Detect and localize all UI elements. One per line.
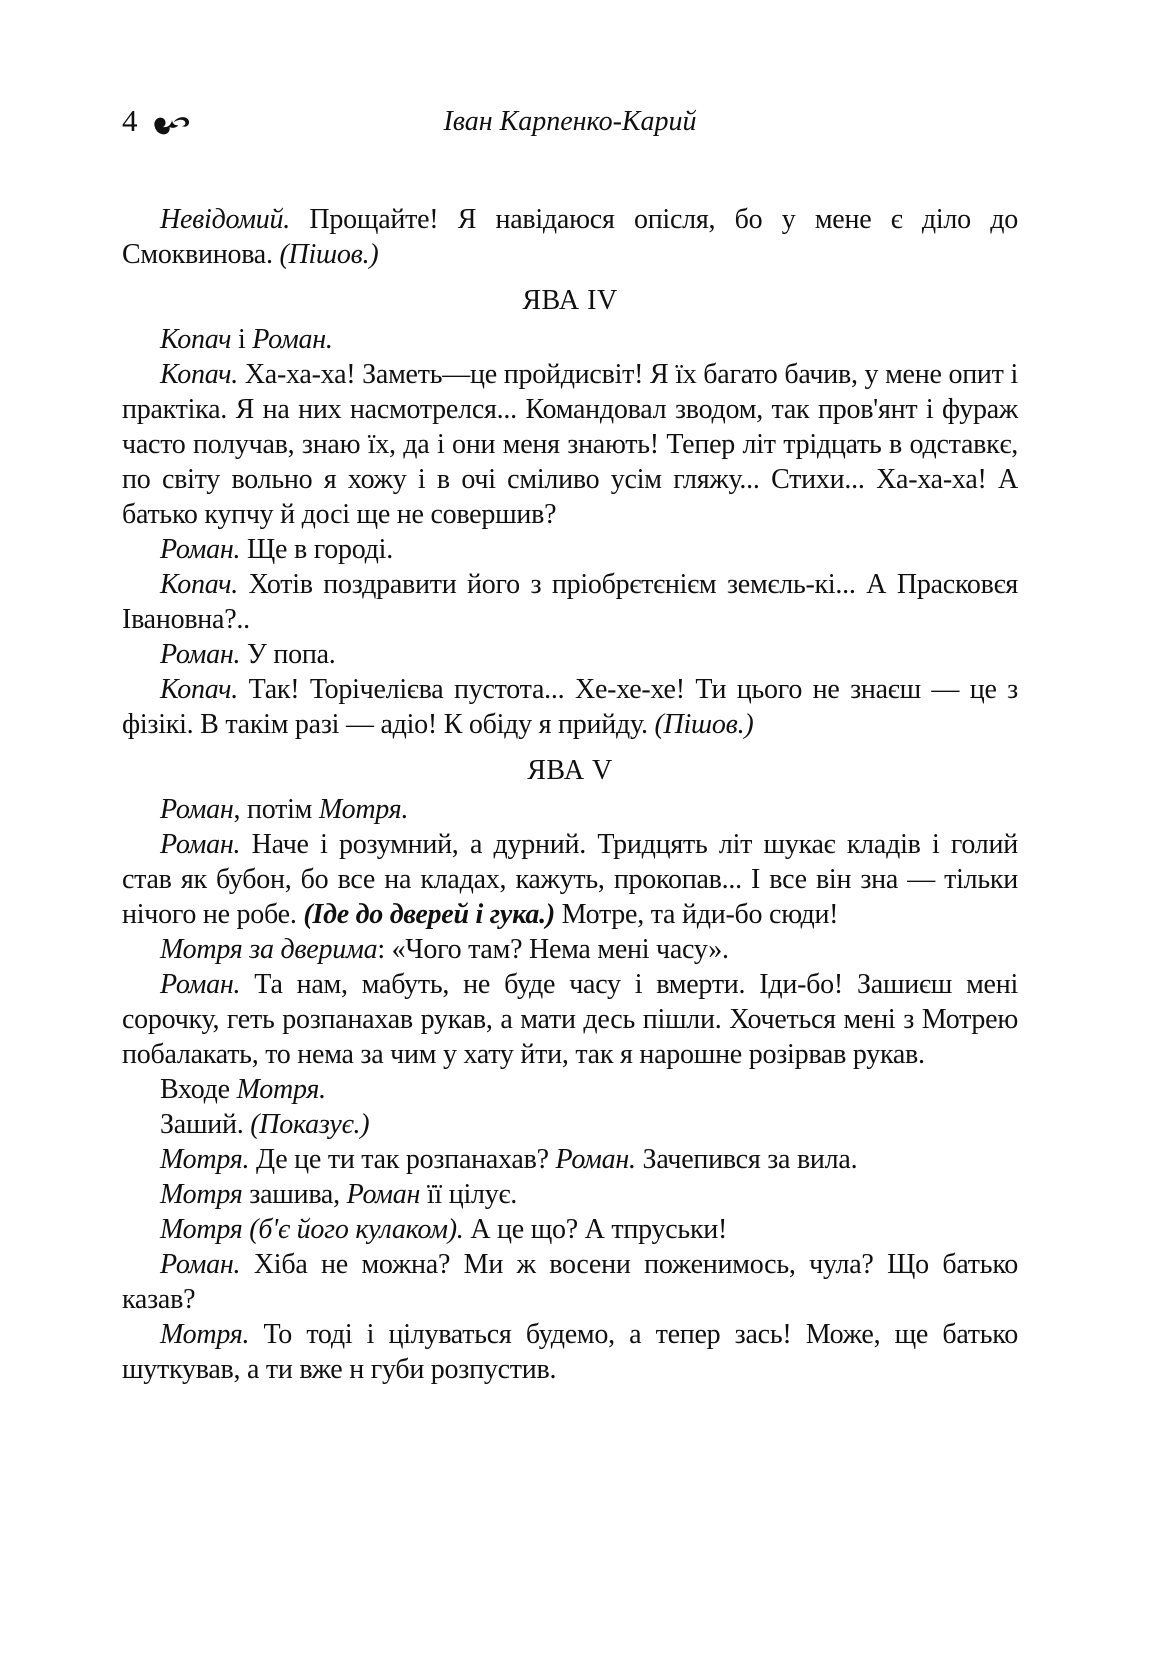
text-run: Наче і розумний, а дурний. Тридцять літ шукає кладів і голий став як бубон, бо все на кладах, кажуть, прокопав... І все він зна — тільки нічого не робе. [122, 829, 1018, 930]
text-run: і [231, 324, 253, 355]
emphasized-run: Мотря. [236, 1074, 326, 1105]
paragraph [122, 1072, 1018, 1107]
text-run: То тоді і цілуваться будемо, а тепер зась! Може, ще батько шуткував, а ти вже н губи розпустив. [122, 1319, 1018, 1385]
text-run: А це що? А тпруськи! [463, 1214, 728, 1245]
emphasized-run: Невідомий. [160, 204, 291, 235]
text-run: Хіба не можна? Ми ж восени поженимось, чула? Що батько казав? [122, 1249, 1018, 1315]
text-run: У попа. [240, 639, 336, 670]
emphasized-run: Мотря (б'є його кулаком). [160, 1214, 464, 1245]
text-run: Зачепився за вила. [635, 1144, 858, 1175]
emphasized-run: Роман. [252, 324, 333, 355]
paragraph [122, 792, 1018, 827]
text-run: Та нам, мабуть, не буде часу і вмерти. Іди-бо! Зашиєш мені сорочку, геть розпанахав рукав, а мати десь пішли. Хочеться мені з Мотрею побалакать, то нема за чим у хату йти, так я нарошне розірвав рукав. [122, 969, 1018, 1070]
emphasized-run: Копач. [160, 674, 239, 705]
emphasized-run: Роман. [160, 969, 241, 1000]
paragraph [122, 1317, 1018, 1387]
text-run: , потім [233, 794, 319, 825]
page-header [122, 102, 1018, 144]
paragraph [122, 932, 1018, 967]
emphasized-run: Копач [160, 324, 232, 355]
emphasized-run: Копач. [160, 359, 239, 390]
paragraph [122, 1247, 1018, 1317]
emphasized-run: Роман. [160, 639, 241, 670]
running-title: Іван Карпенко-Карий [443, 106, 697, 137]
text-run: Прощайте! Я навідаюся опісля, бо у мене є діло до Смоквинова. [122, 204, 1018, 270]
emphasized-run: (Іде до дверей і гука.) [303, 899, 555, 930]
paragraph [122, 1212, 1018, 1247]
text-run: Хотів поздравити його з пріобрєтєнієм земєль-кі... А Прасковєя Івановна?.. [122, 569, 1018, 635]
emphasized-run: Мотря [160, 1179, 243, 1210]
text-run: : «Чого там? Нема мені часу». [377, 934, 729, 965]
paragraph [122, 322, 1018, 357]
emphasized-run: Роман. [160, 534, 241, 565]
paragraph [122, 1142, 1018, 1177]
text-block [122, 102, 1018, 1387]
paragraph [122, 1107, 1018, 1142]
text-run: Заший. [160, 1109, 251, 1140]
paragraph [122, 357, 1018, 532]
text-run: Так! Торічелієва пустота... Хе-хе-хе! Ти цього не знаєш — це з фізікі. В такім разі — адіо! К обіду я прийду. [122, 674, 1018, 740]
scene-heading: ЯВА V [527, 755, 613, 786]
text-run: Входе [160, 1074, 237, 1105]
page-body [122, 202, 1018, 1387]
paragraph [122, 1177, 1018, 1212]
fleuron-ornament-icon [151, 111, 193, 137]
emphasized-run: Роман. [160, 1249, 241, 1280]
scene-heading: ЯВА IV [522, 285, 618, 316]
emphasized-run: Мотря. [318, 794, 409, 825]
emphasized-run: Мотря. [160, 1319, 250, 1350]
text-run: Де це ти так розпанахав? [249, 1144, 556, 1175]
paragraph [122, 637, 1018, 672]
folio-group [122, 102, 193, 140]
emphasized-run: Роман [160, 794, 234, 825]
paragraph [122, 967, 1018, 1072]
text-run: її цілує. [420, 1179, 517, 1210]
emphasized-run: Копач. [160, 569, 239, 600]
paragraph [122, 202, 1018, 272]
text-run: Ха-ха-ха! Заметь—це пройдисвіт! Я їх багато бачив, у мене опит і практіка. Я на них насмотрелся... Командовал зводом, так пров'янт і фураж часто получав, знаю їх, да і они меня знають! Тепер літ трідцать в одставкє, по світу вольно я хожу і в очі сміливо усім гляжу... Стихи... Ха-ха-ха! А батько купчу й досі ще не совершив? [122, 359, 1018, 530]
text-run: зашива, [242, 1179, 347, 1210]
paragraph [122, 567, 1018, 637]
text-run: Ще в городі. [240, 534, 393, 565]
emphasized-run: (Пішов.) [654, 709, 754, 740]
page-number: 4 [122, 103, 138, 138]
emphasized-run: Роман. [160, 829, 241, 860]
paragraph [122, 672, 1018, 742]
paragraph [122, 827, 1018, 932]
emphasized-run: Роман. [555, 1144, 636, 1175]
text-run: Мотре, та йди-бо сюди! [554, 899, 839, 930]
emphasized-run: (Пішов.) [279, 239, 379, 270]
emphasized-run: (Показує.) [250, 1109, 370, 1140]
emphasized-run: Мотря. [160, 1144, 250, 1175]
emphasized-run: Мотря за дверима [160, 934, 378, 965]
emphasized-run: Роман [346, 1179, 421, 1210]
paragraph [122, 532, 1018, 567]
